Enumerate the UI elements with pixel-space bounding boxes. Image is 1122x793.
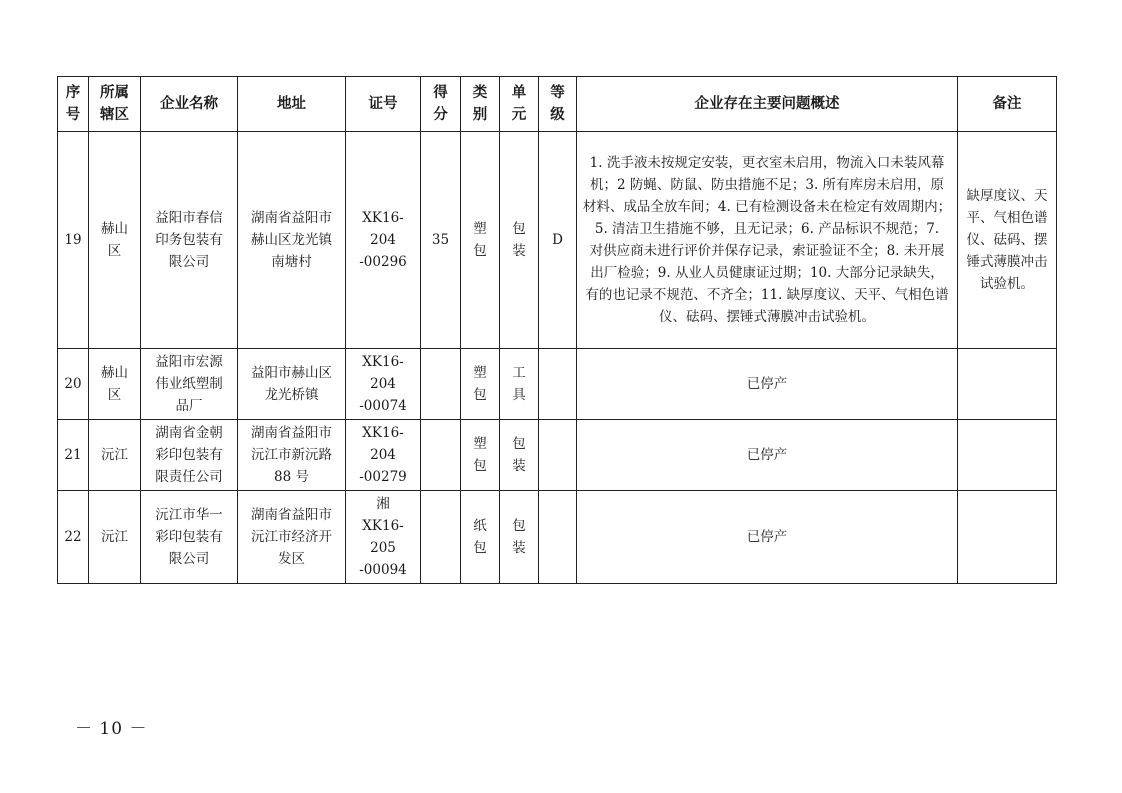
header-grade: 等 级 <box>539 77 577 132</box>
cell-category: 塑 包 <box>461 132 500 349</box>
cell-category: 塑 包 <box>461 349 500 420</box>
cell-category: 塑 包 <box>461 420 500 491</box>
cell-seq: 19 <box>58 132 89 349</box>
cell-grade <box>539 491 577 584</box>
table-row <box>58 491 1057 584</box>
cell-remarks <box>958 491 1057 584</box>
header-district: 所属 辖区 <box>89 77 141 132</box>
cell-unit: 包 装 <box>500 132 539 349</box>
cell-score <box>421 349 461 420</box>
cell-license: XK16-204 -00279 <box>346 420 421 491</box>
header-company: 企业名称 <box>141 77 238 132</box>
cell-issues: 已停产 <box>577 420 958 491</box>
table-row <box>58 420 1057 491</box>
cell-remarks <box>958 420 1057 491</box>
cell-score <box>421 420 461 491</box>
cell-unit: 包 装 <box>500 420 539 491</box>
table-header-row <box>58 77 1057 132</box>
cell-district: 沅江 <box>89 491 141 584</box>
header-unit: 单 元 <box>500 77 539 132</box>
cell-company: 益阳市宏源 伟业纸塑制 品厂 <box>141 349 238 420</box>
header-remarks: 备注 <box>958 77 1057 132</box>
cell-category: 纸 包 <box>461 491 500 584</box>
cell-remarks: 缺厚度议、天 平、气相色谱 仪、砝码、摆 锤式薄膜冲击 试验机。 <box>958 132 1057 349</box>
cell-address: 湖南省益阳市 沅江市新沅路 88 号 <box>238 420 346 491</box>
cell-address: 湖南省益阳市 赫山区龙光镇 南塘村 <box>238 132 346 349</box>
table-row <box>58 132 1057 349</box>
header-category: 类 别 <box>461 77 500 132</box>
cell-license: XK16-204 -00296 <box>346 132 421 349</box>
cell-unit: 包 装 <box>500 491 539 584</box>
cell-district: 沅江 <box>89 420 141 491</box>
cell-score <box>421 491 461 584</box>
cell-seq: 22 <box>58 491 89 584</box>
header-license: 证号 <box>346 77 421 132</box>
cell-company: 湖南省金朝 彩印包装有 限责任公司 <box>141 420 238 491</box>
cell-address: 益阳市赫山区 龙光桥镇 <box>238 349 346 420</box>
header-score: 得 分 <box>421 77 461 132</box>
cell-district: 赫山 区 <box>89 132 141 349</box>
cell-address: 湖南省益阳市 沅江市经济开 发区 <box>238 491 346 584</box>
inspection-table <box>57 76 1057 584</box>
cell-remarks <box>958 349 1057 420</box>
header-seq: 序 号 <box>58 77 89 132</box>
header-address: 地址 <box>238 77 346 132</box>
cell-grade: D <box>539 132 577 349</box>
cell-grade <box>539 349 577 420</box>
cell-issues: 1. 洗手液未按规定安装，更衣室未启用，物流入口未装风幕 机；2 防蝇、防鼠、防虫措施不足；3. 所有库房未启用，原 材料、成品全放车间；4. 已有检测设备未在检定有效周期内； 5. 清洁卫生措施不够，且无记录；6. 产品标识不规范；7. 对供应商未进行评价并保存记录，索证验证不全；8. 未开展 出厂检验；9. 从业人员健康证过期；10. 大部分记录缺失， 有的也记录不规范、不齐全；11. 缺厚度议、天平、气相色谱 仪、砝码、摆锤式薄膜冲击试验机。 <box>577 132 958 349</box>
cell-seq: 20 <box>58 349 89 420</box>
cell-company: 益阳市春信 印务包装有 限公司 <box>141 132 238 349</box>
cell-district: 赫山 区 <box>89 349 141 420</box>
cell-issues: 已停产 <box>577 491 958 584</box>
cell-license: XK16-204 -00074 <box>346 349 421 420</box>
cell-company: 沅江市华一 彩印包装有 限公司 <box>141 491 238 584</box>
cell-grade <box>539 420 577 491</box>
cell-score: 35 <box>421 132 461 349</box>
header-issues: 企业存在主要问题概述 <box>577 77 958 132</box>
cell-unit: 工 具 <box>500 349 539 420</box>
cell-issues: 已停产 <box>577 349 958 420</box>
cell-seq: 21 <box>58 420 89 491</box>
page-number: － 10 － <box>75 719 148 739</box>
cell-license: 湘 XK16-205 -00094 <box>346 491 421 584</box>
table-row <box>58 349 1057 420</box>
